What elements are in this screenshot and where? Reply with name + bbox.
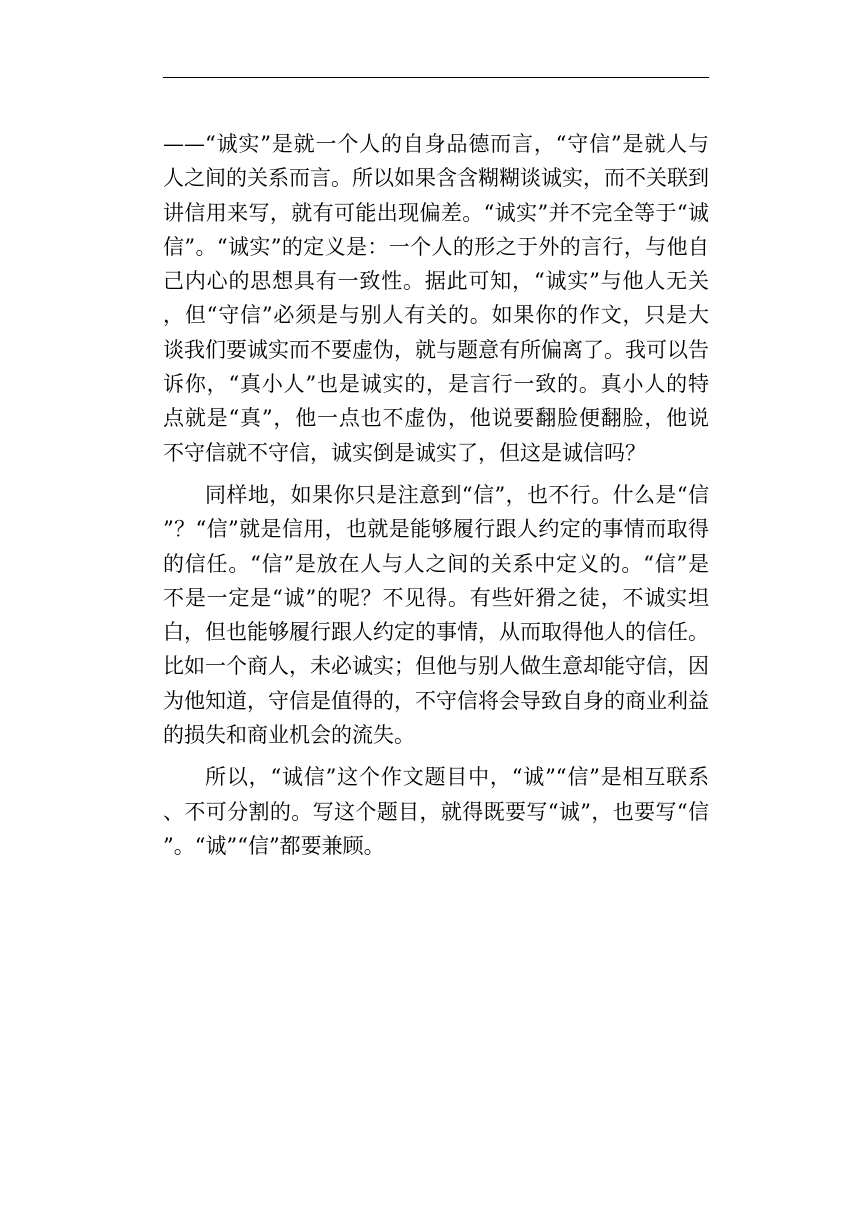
header-rule [163, 77, 709, 78]
paragraph-3: 所以，“诚信”这个作文题目中，“诚”“信”是相互联系、不可分割的。写这个题目，就得既要写“诚”，也要写“信”。“诚”“信”都要兼顾。 [163, 765, 709, 858]
document-body [163, 127, 709, 863]
paragraph-1: ——“诚实”是就一个人的自身品德而言，“守信”是就人与人之间的关系而言。所以如果含含糊糊谈诚实，而不关联到讲信用来写，就有可能出现偏差。“诚实”并不完全等于“诚信”。“诚实”的定义是：一个人的形之于外的言行，与他自己内心的思想具有一致性。据此可知，“诚实”与他人无关，但“守信”必须是与别人有关的。如果你的作文，只是大谈我们要诚实而不要虚伪，就与题意有所偏离了。我可以告诉你，“真小人”也是诚实的，是言行一致的。真小人的特点就是“真”，他一点也不虚伪，他说要翻脸便翻脸，他说不守信就不守信，诚实倒是诚实了，但这是诚信吗？ [163, 132, 709, 465]
paragraph-2: 同样地，如果你只是注意到“信”，也不行。什么是“信”？“信”就是信用，也就是能够履行跟人约定的事情而取得的信任。“信”是放在人与人之间的关系中定义的。“信”是不是一定是“诚”的呢？不见得。有些奸猾之徒，不诚实坦白，但也能够履行跟人约定的事情，从而取得他人的信任。比如一个商人，未必诚实；但他与别人做生意却能守信，因为他知道，守信是值得的，不守信将会导致自身的商业利益的损失和商业机会的流失。 [163, 482, 709, 748]
